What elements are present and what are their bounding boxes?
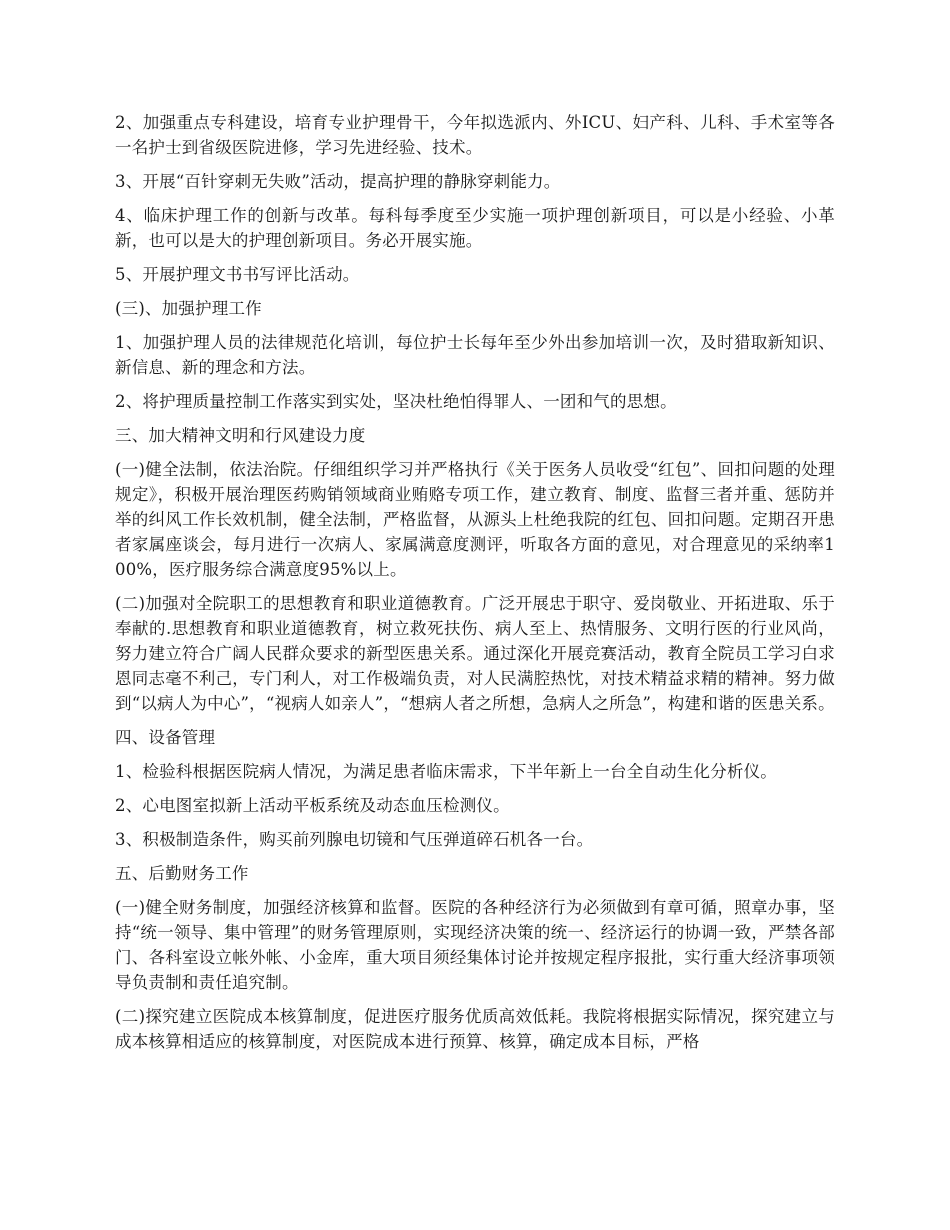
- section-heading: 五、后勤财务工作: [115, 864, 249, 883]
- section-heading: (三)、加强护理工作: [115, 299, 262, 318]
- paragraph-item: (二)探究建立医院成本核算制度，促进医疗服务优质高效低耗。我院将根据实际情况，探究建立与成本核算相适应的核算制度，对医院成本进行预算、核算，确定成本目标，严格: [115, 1007, 835, 1051]
- paragraph-item: (一)健全财务制度，加强经济核算和监督。医院的各种经济行为必须做到有章可循，照章办事，坚持“统一领导、集中管理”的财务管理原则，实现经济决策的统一、经济运行的协调一致，严禁各部门、各科室设立帐外帐、小金库，重大项目须经集体讨论并按规定程序报批，实行重大经济事项领导负责制和责任追究制。: [115, 898, 835, 992]
- paragraph-item: 2、加强重点专科建设，培育专业护理骨干，今年拟选派内、外ICU、妇产科、儿科、手术室等各一名护士到省级医院进修，学习先进经验、技术。: [115, 113, 835, 157]
- document-body: [115, 110, 835, 1063]
- paragraph-item: 4、临床护理工作的创新与改革。每科每季度至少实施一项护理创新项目，可以是小经验、小革新，也可以是大的护理创新项目。务必开展实施。: [115, 206, 835, 250]
- paragraph-item: 3、积极制造条件，购买前列腺电切镜和气压弹道碎石机各一台。: [115, 830, 594, 849]
- paragraph-item: 3、开展“百针穿刺无失败”活动，提高护理的静脉穿刺能力。: [115, 172, 561, 191]
- paragraph-item: 5、开展护理文书书写评比活动。: [115, 265, 360, 284]
- paragraph-item: 1、检验科根据医院病人情况，为满足患者临床需求，下半年新上一台全自动生化分析仪。: [115, 762, 777, 781]
- paragraph-item: 2、将护理质量控制工作落实到实处，坚决杜绝怕得罪人、一团和气的思想。: [115, 392, 677, 411]
- paragraph-item: 2、心电图室拟新上活动平板系统及动态血压检测仪。: [115, 796, 510, 815]
- paragraph-item: 1、加强护理人员的法律规范化培训，每位护士长每年至少外出参加培训一次，及时猎取新知识、新信息、新的理念和方法。: [115, 333, 835, 377]
- paragraph-item: (一)健全法制，依法治院。仔细组织学习并严格执行《关于医务人员收受“红包”、回扣问题的处理规定》，积极开展治理医药购销领域商业贿赂专项工作，建立教育、制度、监督三者并重、惩防并举的纠风工作长效机制，健全法制，严格监督，从源头上杜绝我院的红包、回扣问题。定期召开患者家属座谈会，每月进行一次病人、家属满意度测评，听取各方面的意见，对合理意见的采纳率100%，医疗服务综合满意度95%以上。: [115, 460, 835, 579]
- paragraph-item: (二)加强对全院职工的思想教育和职业道德教育。广泛开展忠于职守、爱岗敬业、开拓进取、乐于奉献的.思想教育和职业道德教育，树立救死扶伤、病人至上、热情服务、文明行医的行业风尚，努力建立符合广阔人民群众要求的新型医患关系。通过深化开展竞赛活动，教育全院员工学习白求恩同志毫不利己，专门利人，对工作极端负责，对人民满腔热忱，对技术精益求精的精神。努力做到“以病人为中心”，“视病人如亲人”，“想病人者之所想，急病人之所急”，构建和谐的医患关系。: [115, 594, 835, 713]
- section-heading: 三、加大精神文明和行风建设力度: [115, 426, 366, 445]
- section-heading: 四、设备管理: [115, 728, 216, 747]
